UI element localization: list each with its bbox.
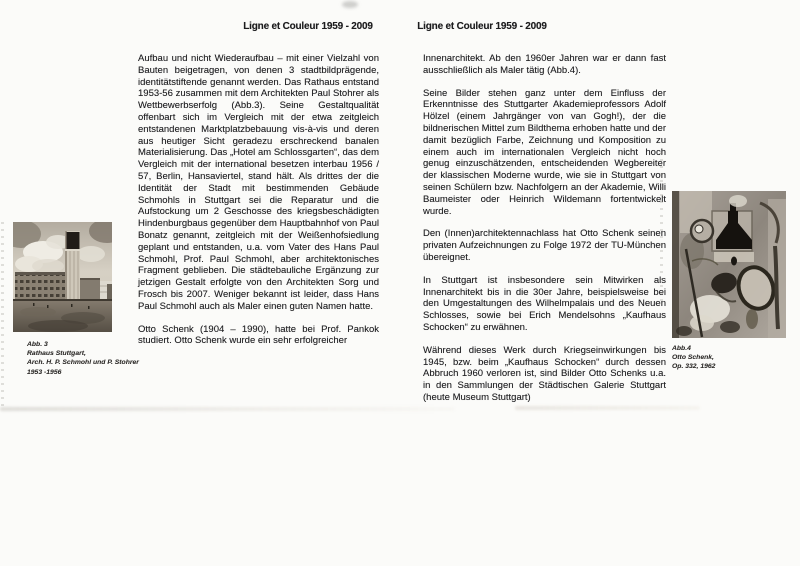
caption-line: Abb. 3 — [27, 341, 48, 348]
scan-artifact — [660, 152, 663, 302]
caption-line: Arch. H. P. Schmohl und P. Stohrer — [27, 359, 139, 367]
body-paragraph: Aufbau und nicht Wiederaufbau – mit einer Vielzahl von Bauten beigetragen, von denen 3 stadtbildprägende, identitätstiftende genannt werden. Das Rathaus entstand 1953-56 zusammen mit dem Architekten Paul Stohrer als Wettbewerbserfolg (Abb.3). Seine Gestaltqualität offenbart sich im Vergleich mit der etwa zeitgleich entstandenen Marktplatzbebauung vis-à-vis und deren aus heutiger Sicht geradezu erschreckend banalen Materialisierung. Das „Hotel am Schlossgarten“, das dem Vergleich mit der international besetzen interbau 1956 / 57, Berlin, Hansaviertel, stand hält. Als drittes der die Identität der Stadt mit bestimmenden Gebäude Schmohls in Stuttgart sei die Reparatur und die Aufstockung um 2 Geschosse des kriegsbeschädigten Hindenburgbaus gegenüber dem Hauptbahnhof von Paul Bonatz genannt, zeitgleich mit der Weißenhofsiedlung geplant und entstanden, u.a. vom Vater des Hans Paul Schmohl, Prof. Paul Schmohl, aber architektonisches Fragment geblieben. Die städtebauliche Ergänzung zur jetzigen Gestalt erfolgte von den Architekten Sorg und Frosch bis 2007. Weniger bekannt ist leider, dass Hans Paul Schmohl auch als Maler einen guten Namen hatte. — [138, 53, 379, 312]
caption-line: Abb.4 — [672, 345, 691, 352]
body-paragraph: Otto Schenk (1904 – 1990), hatte bei Prof. Pankok studiert. Otto Schenk wurde ein sehr erfolgreicher — [138, 323, 379, 347]
right-text-column — [423, 53, 666, 415]
scan-smudge — [0, 407, 455, 411]
page-header-left: Ligne et Couleur 1959 - 2009 — [243, 21, 373, 32]
body-paragraph: Seine Bilder stehen ganz unter dem Einfluss der Erkenntnisse des Stuttgarter Akademieprofessors Adolf Hölzel (einem Jahrgänger von van Gogh!), der die bildnerischen Mittel zum Bildthema erhoben hatte und der damit bezüglich Farbe, Zeichnung und Komposition zu einem auch im internationalen Vergleich nicht hoch genug einzuschätzenden, entscheidenden Wegbereiter der klassischen Moderne wurde, wie sie in Stuttgart von seinen Schülern bzw. Nachfolgern an der Akademie, Willi Baumeister oder Heinrich Wildemann fortentwickelt wurde. — [423, 87, 666, 217]
rathaus-photo-graphic — [13, 222, 112, 332]
caption-line: Rathaus Stuttgart, — [27, 350, 86, 358]
figure4-caption — [672, 344, 715, 372]
caption-line: Op. 332, 1962 — [672, 363, 716, 371]
otto-schenk-painting-graphic — [672, 191, 786, 338]
body-paragraph: In Stuttgart ist insbesondere sein Mitwirken als Innenarchitekt bis in die 30er Jahre, beispielsweise bei den Umgestaltungen des Wilhelmpalais und des Neuen Schlosses, sowie bei Erich Mendelsohns „Kaufhaus Schocken“ zu erwähnen. — [423, 274, 666, 333]
scan-artifact — [1, 222, 4, 407]
scan-smudge — [515, 406, 700, 410]
otto-schenk-painting — [672, 191, 786, 338]
left-text-column — [138, 53, 379, 358]
scan-smudge — [342, 1, 358, 8]
body-paragraph: Während dieses Werk durch Kriegseinwirkungen bis 1945, bzw. beim „Kaufhaus Schocken“ durch dessen Abbruch 1960 verloren ist, sind Bilder Otto Schenks u.a. in den Sammlungen der Städtischen Galerie Stuttgart (heute Museum Stuttgart) — [423, 344, 666, 403]
caption-line: Otto Schenk, — [672, 354, 714, 362]
body-paragraph: Innenarchitekt. Ab den 1960er Jahren war er dann fast ausschließlich als Maler tätig (Abb.4). — [423, 53, 666, 76]
rathaus-photo — [13, 222, 112, 332]
figure3-caption — [27, 340, 139, 377]
body-paragraph: Den (Innen)architektennachlass hat Otto Schenk seinen privaten Aufzeichnungen zu Folge 1972 der TU-München übereignet. — [423, 228, 666, 263]
page-header-right: Ligne et Couleur 1959 - 2009 — [417, 21, 547, 32]
caption-line: 1953 -1956 — [27, 368, 62, 376]
